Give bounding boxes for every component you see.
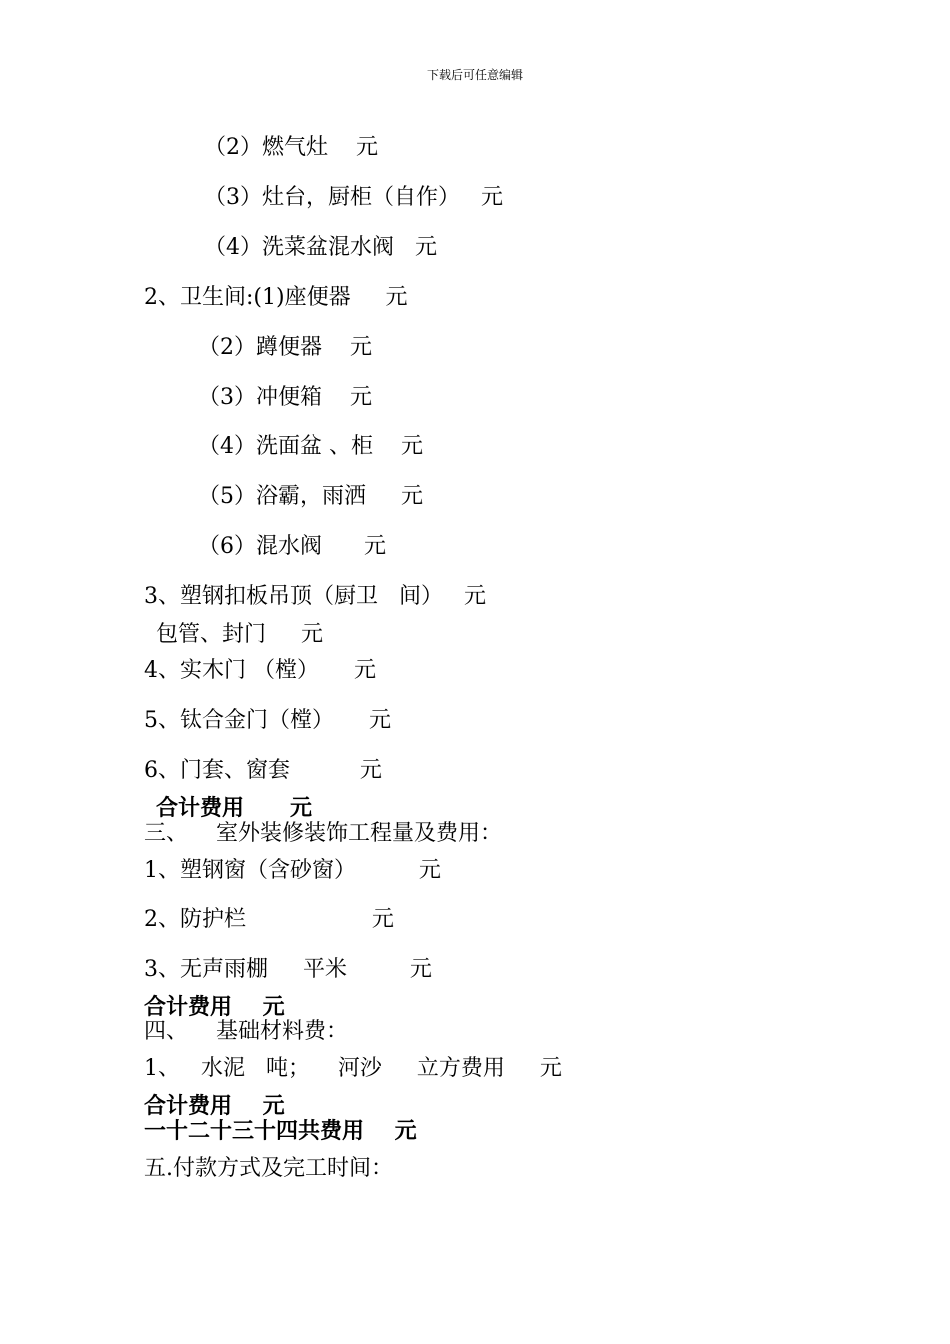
text-line: （5）浴霸，雨洒 元 [198, 484, 423, 509]
grand-total-line: 一十二十三十四共费用 元 [144, 1119, 417, 1144]
subtotal-line: 合计费用 元 [144, 1094, 285, 1119]
section-heading: 五.付款方式及完工时间： [144, 1156, 393, 1181]
text-line: 5、钛合金门（樘） 元 [144, 708, 391, 733]
text-line: 3、无声雨棚 平米 元 [144, 957, 432, 982]
text-line: （3）冲便箱 元 [198, 385, 372, 410]
text-line: （6）混水阀 元 [198, 534, 386, 559]
subtotal-line: 合计费用 元 [144, 995, 285, 1020]
text-line: 2、防护栏 元 [144, 907, 394, 932]
text-line: （2）蹲便器 元 [198, 335, 372, 360]
text-line: 包管、封门 元 [156, 622, 323, 647]
text-line: （4）洗菜盆混水阀 元 [204, 235, 437, 260]
section-heading: 三、 室外装修装饰工程量及费用： [144, 821, 502, 846]
text-line: 2、卫生间:(1)座便器 元 [144, 285, 408, 310]
text-line: （3）灶台，厨柜（自作） 元 [204, 185, 503, 210]
text-line: （4）洗面盆 、柜 元 [198, 434, 423, 459]
subtotal-line: 合计费用 元 [156, 796, 312, 821]
page-header-note: 下载后可任意编辑 [426, 68, 523, 82]
section-heading: 四、 基础材料费： [144, 1019, 348, 1044]
text-line: （2）燃气灶 元 [204, 135, 378, 160]
text-line: 4、实木门 （樘） 元 [144, 658, 376, 683]
text-line: 1、塑钢窗（含砂窗） 元 [144, 858, 441, 883]
text-line: 1、 水泥 吨； 河沙 立方费用 元 [144, 1056, 562, 1081]
text-line: 6、门套、窗套 元 [144, 758, 382, 783]
text-line: 3、塑钢扣板吊顶（厨卫 间） 元 [144, 584, 486, 609]
